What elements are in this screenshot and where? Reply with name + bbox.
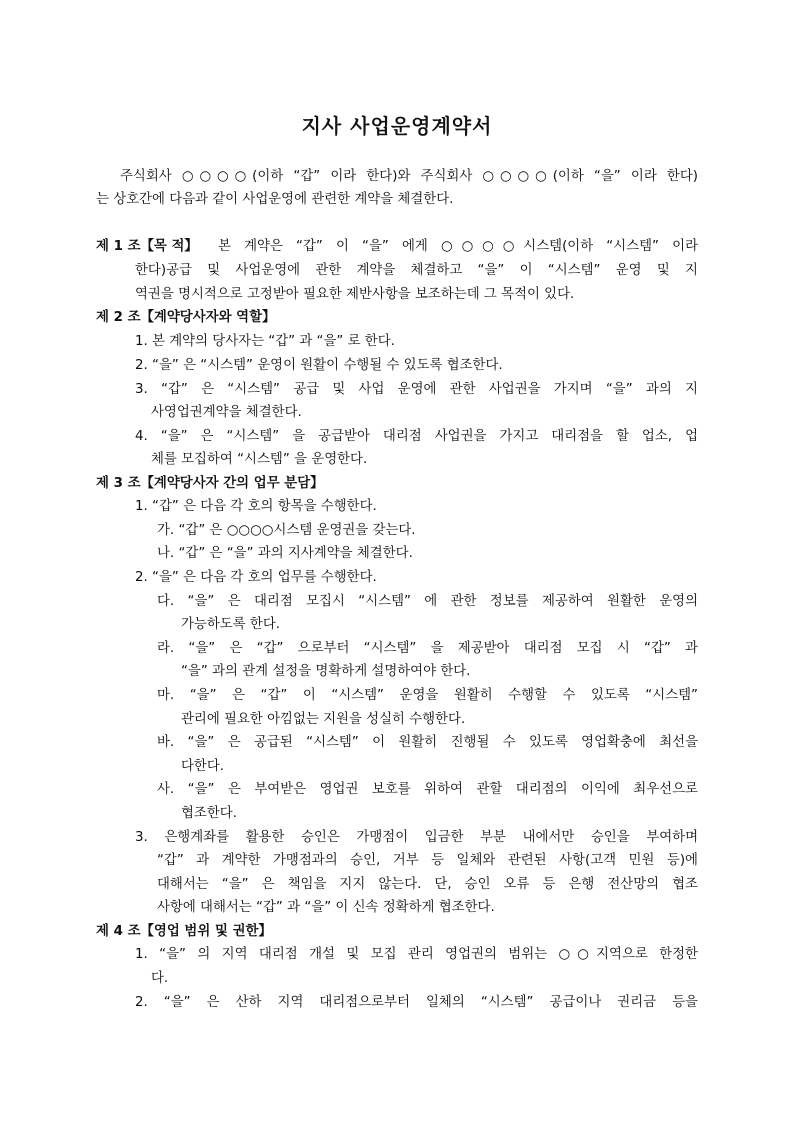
- article-3-line-11: 바. “을” 은 공급된 “시스템” 이 원활히 진행될 수 있도록 영업확충에 최선을: [157, 735, 698, 750]
- article-4-heading: 제 4 조【영업 범위 및 권한】: [96, 924, 272, 939]
- article-3-line-7: 라. “을” 은 “갑” 으로부터 “시스템” 을 제공받아 대리점 모집 시 “갑” 과: [157, 641, 698, 656]
- article-2-line-3: 3. “갑” 은 “시스템” 공급 및 사업 운영에 관한 사업권을 가지며 “을” 과의 지: [135, 382, 698, 397]
- article-3-line-6: 가능하도록 한다.: [181, 617, 281, 632]
- article-3-line-13: 사. “을” 은 부여받은 영업권 보호를 위하여 관할 대리점의 이익에 최우선으로: [157, 782, 698, 797]
- article-3-line-8: “을” 과의 관계 설정을 명확하게 설명하여야 한다.: [181, 664, 471, 679]
- article-4-line-1: 1. “을” 의 지역 대리점 개설 및 모집 관리 영업권의 범위는 ○○지역으로 한정한: [135, 947, 698, 962]
- article-1-line-1: 본 계약은 “갑” 이 “을” 에게 ○○○○시스템(이하 “시스템” 이라: [218, 239, 698, 254]
- article-2-line-4: 사영업권계약을 체결한다.: [151, 405, 302, 420]
- article-2-heading: 제 2 조【계약당사자와 역할】: [96, 310, 276, 325]
- article-3-line-15: 3. 은행계좌를 활용한 승인은 가맹점이 입금한 부분 내에서만 승인을 부여하며: [135, 830, 698, 845]
- article-3-line-10: 관리에 필요한 아낌없는 지원을 성실히 수행한다.: [181, 712, 466, 727]
- article-3-line-17: 대해서는 “을” 은 책임을 지지 않는다. 단, 승인 오류 등 은행 전산망의 협조: [157, 877, 698, 892]
- article-4-line-3: 2. “을” 은 산하 지역 대리점으로부터 일체의 “시스템” 공급이나 권리금 등을: [135, 995, 698, 1010]
- article-3-line-1: 1. “갑” 은 다음 각 호의 항목을 수행한다.: [135, 499, 377, 514]
- intro-line-2: 는 상호간에 다음과 같이 사업운영에 관련한 계약을 체결한다.: [96, 192, 454, 207]
- article-3-line-18: 사항에 대해서는 “갑” 과 “을” 이 신속 정확하게 협조한다.: [157, 900, 495, 915]
- article-1-line-3: 역권을 명시적으로 고정받아 필요한 제반사항을 보조하는데 그 목적이 있다.: [135, 287, 575, 302]
- article-3-line-4: 2. “을” 은 다음 각 호의 업무를 수행한다.: [135, 570, 377, 585]
- article-4-line-2: 다.: [151, 971, 169, 986]
- article-2-line-2: 2. “을” 은 “시스템” 운영이 원활이 수행될 수 있도록 협조한다.: [135, 358, 503, 373]
- article-1-heading: 제 1 조【목 적】: [96, 239, 198, 254]
- article-3-line-9: 마. “을” 은 “갑” 이 “시스템” 운영을 원활히 수행할 수 있도록 “시스템”: [157, 688, 698, 703]
- article-3-line-3: 나. “갑” 은 “을” 과의 지사계약을 체결한다.: [157, 546, 413, 561]
- article-3-line-5: 다. “을” 은 대리점 모집시 “시스템” 에 관한 정보를 제공하여 원활한 운영의: [157, 594, 698, 609]
- article-3-heading: 제 3 조【계약당사자 간의 업무 분담】: [96, 476, 324, 491]
- intro-line-1: 주식회사 ○○○○(이하 “갑” 이라 한다)와 주식회사 ○○○○(이하 “을” 이라 한다): [120, 169, 698, 184]
- article-3-line-12: 다한다.: [181, 759, 225, 774]
- article-1-line-2: 한다)공급 및 사업운영에 관한 계약을 체결하고 “을” 이 “시스템” 운영 및 지: [135, 263, 698, 278]
- article-3-line-16: “갑” 과 계약한 가맹점과의 승인, 거부 등 일체와 관련된 사항(고객 민원 등)에: [157, 853, 698, 868]
- document-title: 지사 사업운영계약서: [301, 114, 493, 138]
- article-3-line-14: 협조한다.: [181, 806, 237, 821]
- article-2-line-6: 체를 모집하여 “시스템” 을 운영한다.: [151, 452, 368, 467]
- article-2-line-1: 1. 본 계약의 당사자는 “갑” 과 “을” 로 한다.: [135, 334, 395, 349]
- article-3-line-2: 가. “갑” 은 ○○○○시스템 운영권을 갖는다.: [157, 523, 416, 538]
- article-2-line-5: 4. “을” 은 “시스템” 을 공급받아 대리점 사업권을 가지고 대리점을 할 업소, 업: [135, 429, 698, 444]
